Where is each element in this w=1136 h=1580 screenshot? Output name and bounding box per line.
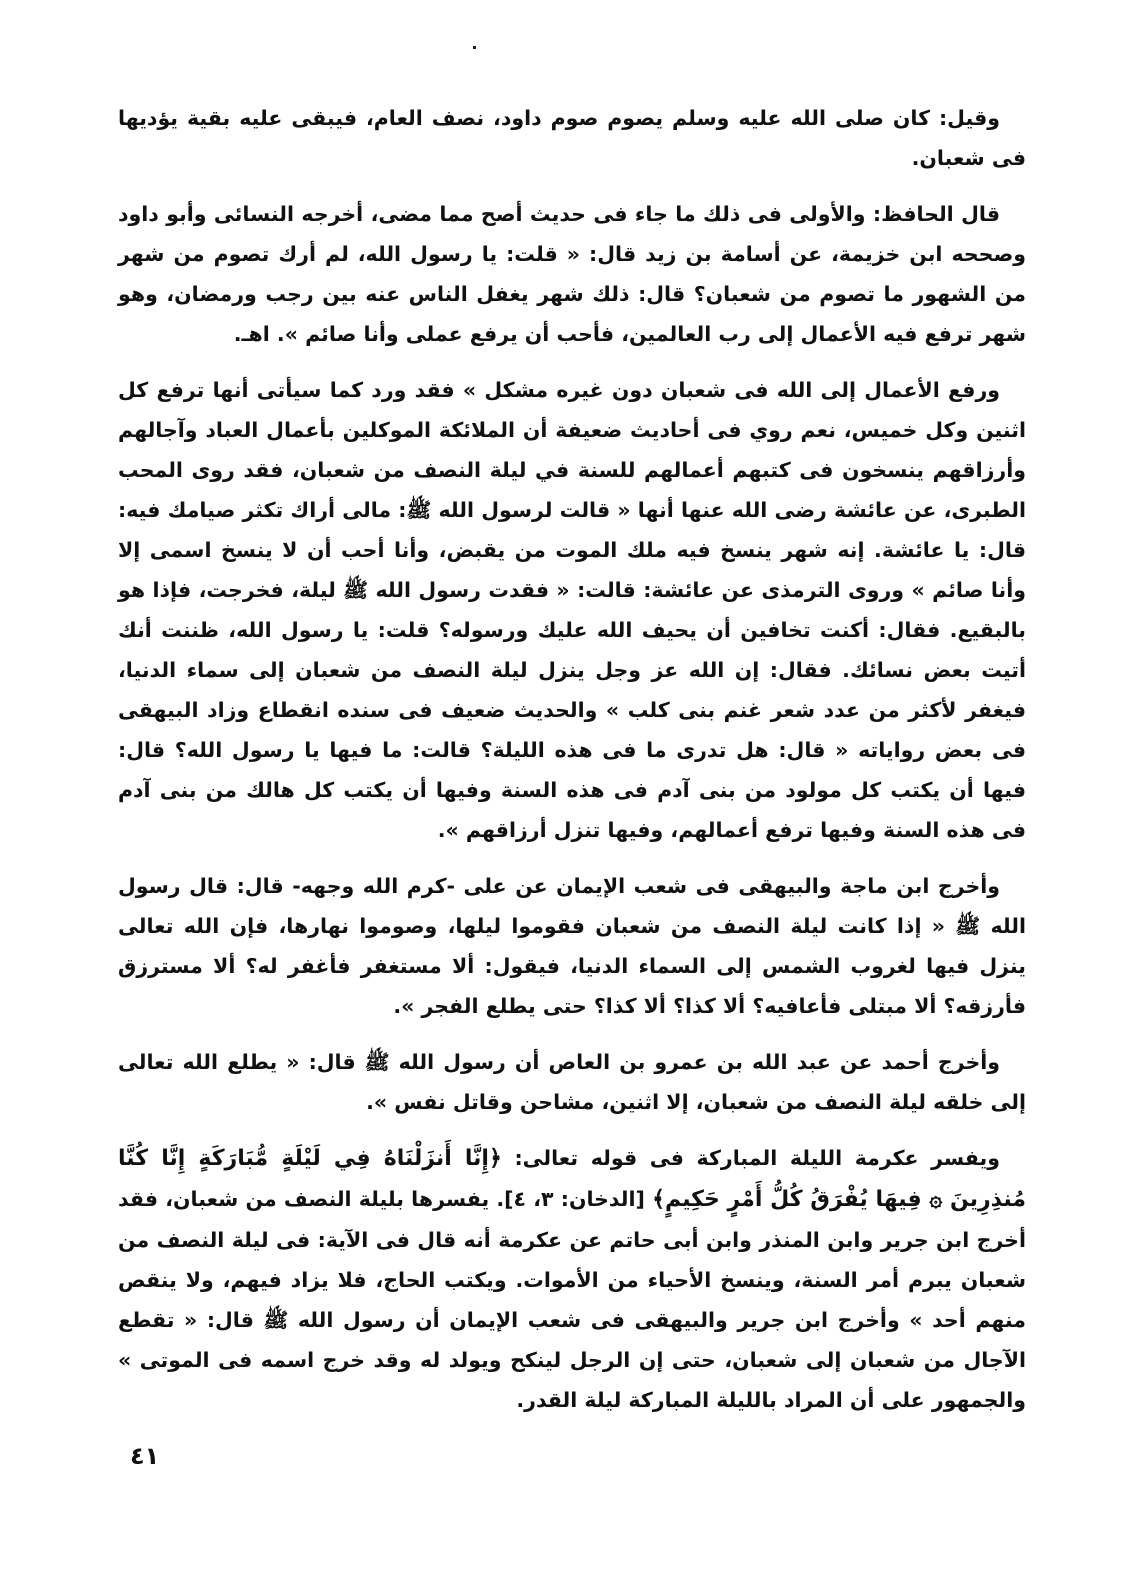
- paragraph-5: وأخرج أحمد عن عبد الله بن عمرو بن العاص أن رسول الله ﷺ قال: « يطلع الله تعالى إلى خلقه ليلة النصف من شعبان، إلا اثنين، مشاحن وقاتل نفس ».: [118, 1050, 1026, 1114]
- paragraph-6-body: يفسرها بليلة النصف من شعبان، فقد أخرج ابن جرير وابن المنذر وابن أبى حاتم عن عكرمة أنه قال فى الآية: فى ليلة النصف من شعبان يبرم أمر السنة، وينسخ الأحياء من الأموات. ويكتب الحاج، فلا يزاد فيهم، ولا ينقص منهم أحد » وأخرج ابن جرير والبيهقى فى شعب الإيمان أن رسول الله ﷺ قال: « تقطع الآجال من شعبان إلى شعبان، حتى إن الرجل لينكح ويولد له وقد خرج اسمه فى الموتى » والجمهور على أن المراد بالليلة المباركة ليلة القدر.: [118, 1187, 1026, 1412]
- paragraph-4: وأخرج ابن ماجة والبيهقى فى شعب الإيمان عن على -كرم الله وجهه- قال: قال رسول الله ﷺ « إذا كانت ليلة النصف من شعبان فقوموا ليلها، وصوموا نهارها، فإن الله تعالى ينزل فيها لغروب الشمس إلى السماء الدنيا، فيقول: ألا مستغفر فأغفر له؟ ألا مسترزق فأرزقه؟ ألا مبتلى فأعافيه؟ ألا كذا؟ ألا كذا؟ حتى يطلع الفجر ».: [118, 874, 1026, 1018]
- verse-reference: [الدخان: ٣، ٤].: [489, 1187, 653, 1211]
- scan-artifact-dot: [473, 46, 476, 49]
- paragraph-6-intro: ويفسر عكرمة الليلة المباركة فى قوله تعالى:: [501, 1146, 1000, 1170]
- paragraph-2: قال الحافظ: والأولى فى ذلك ما جاء فى حديث أصح مما مضى، أخرجه النسائى وأبو داود وصححه ابن خزيمة، عن أسامة بن زيد قال: « قلت: يا رسول الله، لم أرك تصوم من شهر من الشهور ما تصوم من شعبان؟ قال: ذلك شهر يغفل الناس عنه بين رجب ورمضان، وهو شهر ترفع فيه الأعمال إلى رب العالمين، فأحب أن يرفع عملى وأنا صائم ». اهـ.: [118, 202, 1026, 346]
- page-number: ٤١: [130, 1442, 160, 1470]
- paragraph-1: وقيل: كان صلى الله عليه وسلم يصوم صوم داود، نصف العام، فيبقى عليه بقية يؤديها فى شعبان.: [118, 106, 1026, 170]
- paragraph-6: [118, 1138, 1026, 1420]
- page-body: [118, 98, 1026, 1420]
- paragraph-3: ورفع الأعمال إلى الله فى شعبان دون غيره مشكل » فقد ورد كما سيأتى أنها ترفع كل اثنين وكل خميس، نعم روي فى أحاديث ضعيفة أن الملائكة الموكلين بأعمال العباد وآجالهم وأرزاقهم ينسخون فى كتبهم أعمالهم للسنة في ليلة النصف من شعبان، فقد روى المحب الطبرى، عن عائشة رضى الله عنها أنها « قالت لرسول الله ﷺ: مالى أراك تكثر صيامك فيه: قال: يا عائشة. إنه شهر ينسخ فيه ملك الموت من يقبض، وأنا أحب أن لا ينسخ اسمى إلا وأنا صائم » وروى الترمذى عن عائشة: قالت: « فقدت رسول الله ﷺ ليلة، فخرجت، فإذا هو بالبقيع. فقال: أكنت تخافين أن يحيف الله عليك ورسوله؟ قلت: يا رسول الله، ظننت أنك أتيت بعض نسائك. فقال: إن الله عز وجل ينزل ليلة النصف من شعبان إلى سماء الدنيا، فيغفر لأكثر من عدد شعر غنم بنى كلب » والحديث ضعيف فى سنده انقطاع وزاد البيهقى فى بعض رواياته « قال: هل تدرى ما فى هذه الليلة؟ قالت: ما فيها يا رسول الله؟ قال: فيها أن يكتب كل مولود من بنى آدم فى هذه السنة وفيها أن يكتب كل هالك من بنى آدم فى هذه السنة وفيها ترفع أعمالهم، وفيها تنزل أرزاقهم ».: [118, 378, 1026, 842]
- quran-verse: ﴿إِنَّا أَنزَلْنَاهُ فِي لَيْلَةٍ مُّبَارَكَةٍ إِنَّا كُنَّا مُنذِرِينَ ۞ فِيهَا يُفْرَقُ كُلُّ أَمْرٍ حَكِيمٍ﴾: [118, 1146, 1026, 1212]
